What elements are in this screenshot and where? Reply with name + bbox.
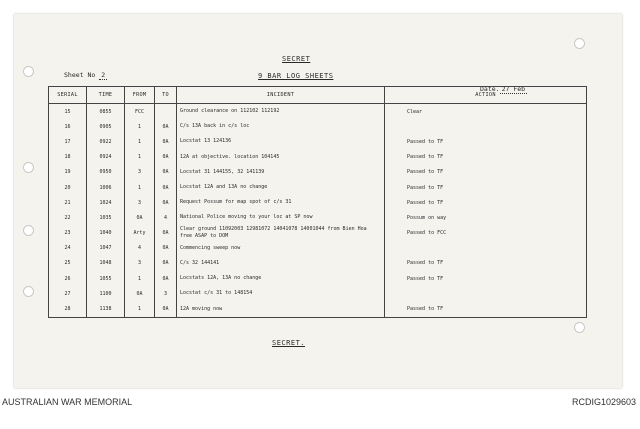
- cell-incident: Locstats 12A, 13A no change: [177, 271, 385, 286]
- cell-to: 0A: [155, 165, 177, 180]
- table-row: [49, 301, 587, 317]
- footer-id: RCDIG1029603: [571, 397, 636, 407]
- column-header: SERIAL: [49, 87, 87, 104]
- cell-time: 1006: [87, 180, 125, 195]
- cell-incident: Ground clearance on 112102 112192: [177, 104, 385, 120]
- cell-action: Passed to TF: [385, 180, 587, 195]
- punch-hole: [23, 225, 34, 236]
- page-title: 9 BAR LOG SHEETS: [258, 72, 334, 80]
- cell-incident: Locstat 31 144155, 32 141139: [177, 165, 385, 180]
- cell-to: 0A: [155, 180, 177, 195]
- column-header: FROM: [125, 87, 155, 104]
- cell-to: 0A: [155, 134, 177, 149]
- cell-from: 1: [125, 134, 155, 149]
- cell-serial: 17: [49, 134, 87, 149]
- cell-from: 1: [125, 301, 155, 317]
- cell-serial: 27: [49, 286, 87, 301]
- cell-action: Possum on way: [385, 210, 587, 225]
- sheet-label: Sheet No: [64, 71, 96, 79]
- cell-to: 0A: [155, 301, 177, 317]
- cell-action: Passed to TF: [385, 301, 587, 317]
- cell-incident: Locstat 13 124136: [177, 134, 385, 149]
- date-value: 27 Feb: [501, 85, 526, 93]
- cell-to: 4: [155, 210, 177, 225]
- cell-time: 1055: [87, 271, 125, 286]
- cell-to: 0A: [155, 226, 177, 241]
- cell-action: Passed to TF: [385, 165, 587, 180]
- cell-time: 1100: [87, 286, 125, 301]
- cell-from: 4: [125, 241, 155, 256]
- cell-time: 1024: [87, 195, 125, 210]
- cell-from: 1: [125, 271, 155, 286]
- punch-hole: [574, 38, 585, 49]
- table-row: [49, 195, 587, 210]
- cell-to: 0A: [155, 256, 177, 271]
- cell-incident: Request Possum for map spot of c/s 31: [177, 195, 385, 210]
- cell-serial: 23: [49, 226, 87, 241]
- cell-incident: Clear ground 11092003 12981072 14041078 14001044 from Bien Hoa free ASAP to DOM: [177, 226, 385, 241]
- punch-hole: [23, 66, 34, 77]
- punch-hole: [574, 322, 585, 333]
- cell-incident: 12A moving now: [177, 301, 385, 317]
- cell-time: 1047: [87, 241, 125, 256]
- cell-serial: 21: [49, 195, 87, 210]
- table-row: [49, 226, 587, 241]
- cell-to: 0A: [155, 119, 177, 134]
- cell-incident: C/s 32 144141: [177, 256, 385, 271]
- cell-to: 3: [155, 286, 177, 301]
- cell-time: 0922: [87, 134, 125, 149]
- cell-incident: Locstat 12A and 13A no change: [177, 180, 385, 195]
- cell-serial: 25: [49, 256, 87, 271]
- cell-time: 1035: [87, 210, 125, 225]
- cell-action: [385, 241, 587, 256]
- cell-from: 1: [125, 180, 155, 195]
- column-header: ACTION: [385, 87, 587, 104]
- table-row: [49, 256, 587, 271]
- cell-to: 0A: [155, 271, 177, 286]
- cell-action: Passed to TF: [385, 256, 587, 271]
- cell-time: 1040: [87, 226, 125, 241]
- cell-action: Passed to TF: [385, 150, 587, 165]
- cell-from: 3: [125, 165, 155, 180]
- column-header: TIME: [87, 87, 125, 104]
- cell-serial: 19: [49, 165, 87, 180]
- cell-time: 0855: [87, 104, 125, 120]
- cell-serial: 18: [49, 150, 87, 165]
- cell-serial: 22: [49, 210, 87, 225]
- sheet-number-value: 2: [101, 71, 106, 79]
- cell-serial: 28: [49, 301, 87, 317]
- table-row: [49, 271, 587, 286]
- cell-action: Passed to TF: [385, 195, 587, 210]
- cell-to: 0A: [155, 150, 177, 165]
- punch-hole: [23, 162, 34, 173]
- log-date: Date. 27 Feb: [480, 85, 526, 93]
- cell-time: 0924: [87, 150, 125, 165]
- date-label: Date: [480, 85, 496, 93]
- sheet-number: [64, 71, 107, 79]
- cell-incident: 12A at objective. location 104145: [177, 150, 385, 165]
- cell-action: [385, 119, 587, 134]
- classification-top: SECRET: [282, 55, 311, 63]
- log-table: [48, 86, 587, 318]
- table-row: [49, 180, 587, 195]
- table-row: [49, 150, 587, 165]
- punch-hole: [23, 286, 34, 297]
- cell-incident: Commencing sweep now: [177, 241, 385, 256]
- table-row: [49, 286, 587, 301]
- cell-from: FCC: [125, 104, 155, 120]
- log-table-body: [49, 104, 587, 318]
- column-header: TO: [155, 87, 177, 104]
- cell-from: 3: [125, 195, 155, 210]
- table-row: [49, 119, 587, 134]
- table-row: [49, 165, 587, 180]
- cell-serial: 26: [49, 271, 87, 286]
- cell-action: Passed to TF: [385, 134, 587, 149]
- table-row: [49, 104, 587, 120]
- table-header-row: [49, 87, 587, 104]
- cell-action: [385, 286, 587, 301]
- cell-from: 3: [125, 256, 155, 271]
- column-header: INCIDENT: [177, 87, 385, 104]
- table-row: [49, 134, 587, 149]
- cell-action: Passed to FCC: [385, 226, 587, 241]
- cell-time: 1048: [87, 256, 125, 271]
- cell-from: 0A: [125, 210, 155, 225]
- cell-time: 1138: [87, 301, 125, 317]
- footer-credit: AUSTRALIAN WAR MEMORIAL: [2, 397, 133, 407]
- cell-from: 1: [125, 150, 155, 165]
- table-row: [49, 241, 587, 256]
- table-row: [49, 210, 587, 225]
- cell-serial: 16: [49, 119, 87, 134]
- cell-from: 0A: [125, 286, 155, 301]
- cell-to: [155, 104, 177, 120]
- cell-time: 0950: [87, 165, 125, 180]
- cell-to: 0A: [155, 195, 177, 210]
- cell-incident: Locstat c/s 31 to 148154: [177, 286, 385, 301]
- cell-action: Passed to TF: [385, 271, 587, 286]
- cell-incident: National Police moving to your loc at SP now: [177, 210, 385, 225]
- cell-serial: 15: [49, 104, 87, 120]
- cell-time: 0905: [87, 119, 125, 134]
- cell-action: Clear: [385, 104, 587, 120]
- cell-serial: 20: [49, 180, 87, 195]
- cell-serial: 24: [49, 241, 87, 256]
- classification-bottom: SECRET.: [272, 339, 306, 347]
- cell-from: 1: [125, 119, 155, 134]
- cell-incident: C/s 13A back in c/s loc: [177, 119, 385, 134]
- cell-to: 0A: [155, 241, 177, 256]
- cell-from: Arty: [125, 226, 155, 241]
